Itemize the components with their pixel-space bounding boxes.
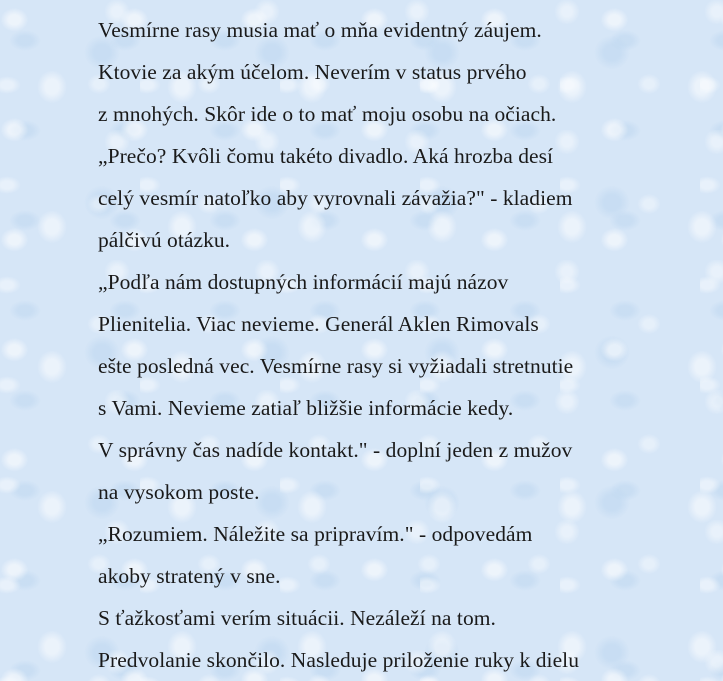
text-line: V správny čas nadíde kontakt." - doplní jeden z mužov — [98, 438, 573, 462]
text-line: „Rozumiem. Náležite sa pripravím." - odpovedám — [98, 522, 533, 546]
text-line: akoby stratený v sne. — [98, 564, 281, 588]
text-line: Predvolanie skončilo. Nasleduje priloženie ruky k dielu — [98, 648, 579, 672]
text-line: „Prečo? Kvôli čomu takéto divadlo. Aká hrozba desí — [98, 144, 554, 168]
text-line: ešte posledná vec. Vesmírne rasy si vyžiadali stretnutie — [98, 354, 574, 378]
text-line: S ťažkosťami verím situácii. Nezáleží na tom. — [98, 606, 496, 630]
text-line: na vysokom poste. — [98, 480, 260, 504]
text-line: s Vami. Nevieme zatiaľ bližšie informácie kedy. — [98, 396, 514, 420]
text-line: Vesmírne rasy musia mať o mňa evidentný záujem. — [98, 18, 542, 42]
text-line: z mnohých. Skôr ide o to mať moju osobu na očiach. — [98, 102, 557, 126]
text-line: Plienitelia. Viac nevieme. Generál Aklen Rimovals — [98, 312, 539, 336]
text-line: pálčivú otázku. — [98, 228, 231, 252]
text-line: Ktovie za akým účelom. Neverím v status prvého — [98, 60, 527, 84]
text-line: „Podľa nám dostupných informácií majú názov — [98, 270, 509, 294]
document-text — [98, 9, 698, 681]
text-line: celý vesmír natoľko aby vyrovnali závažia?" - kladiem — [98, 186, 573, 210]
